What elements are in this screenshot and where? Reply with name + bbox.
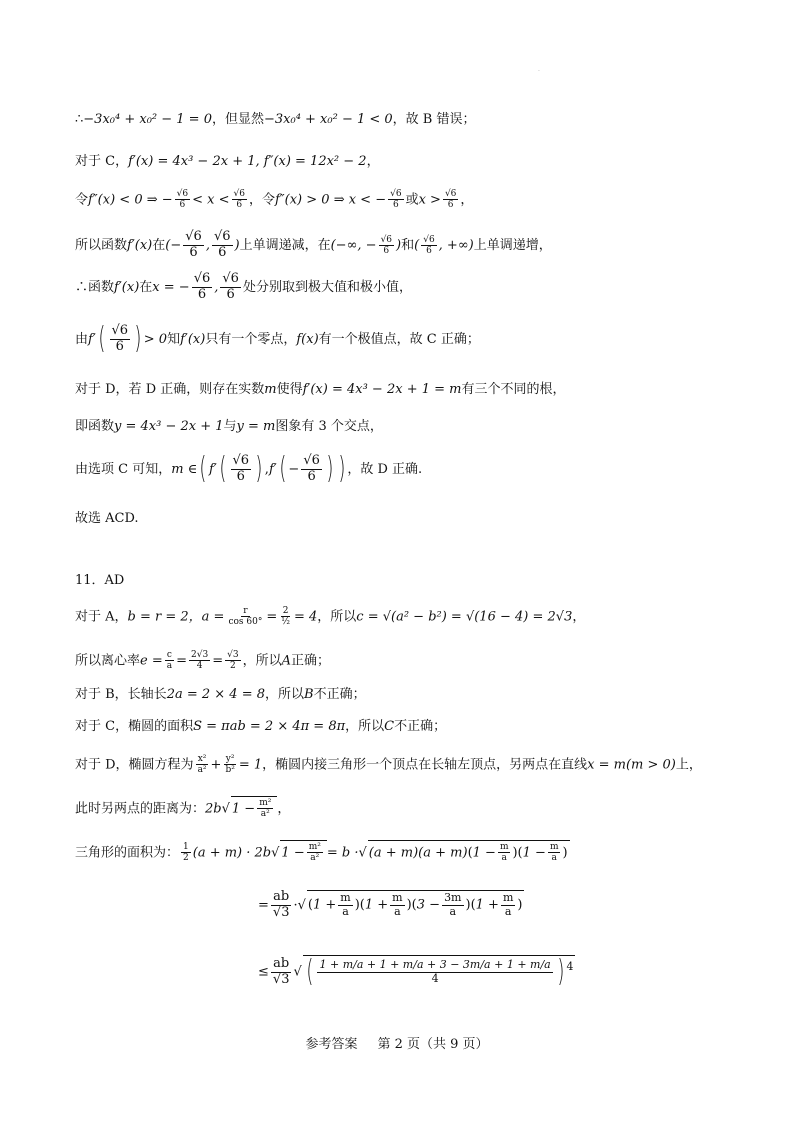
text: 由 (75, 331, 89, 347)
fraction: $\frac{√6}{6}$ (111, 323, 129, 354)
fraction: $\frac{m}{a}$ (392, 891, 403, 918)
text: 图象有 3 个交点， (275, 419, 383, 434)
equation: m (264, 382, 277, 397)
text: 有一个极值点，故 C 正确； (318, 331, 480, 347)
text: 对于 A， (75, 609, 128, 625)
equation: 2a = 2 × 4 = 8 (166, 687, 265, 702)
equation: < x < (192, 192, 230, 208)
line-4: 所以函数f′(x)在(− $\frac{√6}{6}$ , $\frac{√6}{6}$ )上单调递减，在(−∞, − $\frac{√6}{6}$ )和( $\frac{√6}{6}$ , +∞)上单调递增， (75, 229, 552, 260)
line-11 (75, 574, 124, 587)
text: 正确； (290, 653, 330, 669)
equation: y = m (236, 419, 276, 434)
fraction: $\frac{√6}{6}$ (380, 234, 393, 256)
text: 所以函数 (75, 237, 128, 253)
text: ，令 (248, 192, 275, 208)
text: 对于 D，椭圆方程为 (75, 757, 194, 773)
text: ，椭圆内接三角形一个顶点在长轴左顶点，另两点在直线 (262, 757, 588, 773)
footer-label: 参考答案 (305, 1037, 358, 1052)
equation: f″(x) < 0 ⇒ − (88, 192, 173, 208)
text: 所以离心率 (75, 653, 141, 669)
equation: f′(x) (114, 279, 140, 295)
equation: f′ (88, 331, 96, 347)
fraction: $\frac{3m}{a}$ (444, 891, 462, 918)
text: ，所以 (242, 653, 282, 669)
fraction: $\frac{√6}{6}$ (176, 189, 189, 211)
text: ，所以 (265, 687, 305, 702)
text: 和 (401, 237, 415, 253)
line-8 (75, 420, 383, 433)
line-13: 所以离心率e = $\frac{c}{a}$ = $\frac{2√3}{4}$ = $\frac{√3}{2}$ ，所以A正确； (75, 650, 330, 672)
equation: f′(x) (127, 237, 153, 253)
fraction: $\frac{m}{a}$ (340, 891, 351, 918)
text: 使得 (276, 382, 303, 397)
equation: f(x) (296, 331, 319, 347)
text: 在 (139, 279, 153, 295)
fraction: $\frac{√6}{6}$ (232, 453, 250, 484)
equation: > 0 (143, 331, 168, 347)
fraction: $\frac{1}{2}$ (183, 842, 189, 864)
line-20: ≤ $\frac{ab}{√3}$ √ ( $\frac{1 + m/a + 1 + m/a + 3 - 3m/a + 1 + m/a}{4}$ ) $^4$ (258, 954, 574, 989)
text: ，故 D 正确. (347, 461, 423, 477)
text: 故选 ACD. (75, 511, 139, 526)
equation: −3x₀⁴ + x₀² − 1 = 0 (83, 112, 212, 127)
text: 对于 B，长轴长 (75, 687, 167, 702)
line-7 (75, 383, 566, 396)
text: 与 (223, 419, 237, 434)
fraction: $\frac{\text{m²}}{\text{a²}}$ (259, 798, 272, 820)
equation: x > (418, 192, 441, 208)
text: ，所以 (317, 609, 357, 625)
fraction: $\frac{√6}{6}$ (213, 229, 231, 260)
page-marker: . (538, 66, 540, 73)
equation: c = √(a² − b²) = √(16 − 4) = 2√3 (356, 609, 573, 625)
line-14: 对于 B，长轴长2a = 2 × 4 = 8，所以B不正确； (75, 687, 366, 702)
fraction: $\frac{ab}{√3}$ (272, 889, 290, 920)
text: 令 (75, 192, 89, 208)
fraction: $\frac{√3}{2}$ (227, 650, 239, 672)
fraction: $\frac{√6}{6}$ (303, 453, 320, 484)
text: 在 (152, 237, 166, 253)
fraction: $\frac{2}{\text{½}}$ (281, 606, 290, 628)
equation: y = 4x³ − 2x + 1 (114, 419, 224, 434)
equation: f′(x) (180, 331, 206, 347)
page-number: 第 2 页（共 9 页） (377, 1037, 489, 1052)
line-1 (75, 113, 476, 126)
line-12: 对于 A，b = r = 2，a = $\frac{r}{\cos 60^\circ}$ = $\frac{2}{\text{½}}$ = 4，所以c = √(a² − b²) = √(16 − 4) = 2√3， (75, 606, 586, 628)
equation: f′(x) = 4x³ − 2x + 1, f″(x) = 12x² − 2 (128, 154, 367, 169)
text: ，但显然 (211, 112, 264, 127)
line-6: 由f′( $\frac{√6}{6}$ ) > 0知f′(x)只有一个零点，f(x)有一个极值点，故 C 正确； (75, 321, 480, 357)
text: 不正确； (313, 687, 366, 702)
text: 上单调递减，在 (239, 237, 331, 253)
text: ， (277, 801, 291, 817)
fraction: $\frac{√6}{6}$ (193, 271, 211, 302)
fraction: $\frac{√6}{6}$ (423, 234, 435, 256)
text: 上， (675, 757, 702, 773)
equation: m ∈ (171, 461, 198, 477)
fraction: $\frac{ab}{√3}$ (272, 955, 290, 987)
line-10 (75, 512, 139, 525)
line-5: ∴函数f′(x)在x = − $\frac{√6}{6}$ , $\frac{√6}{6}$ 处分别取到极大值和极小值， (75, 271, 412, 302)
equation: x = − (152, 279, 190, 295)
text: 即函数 (75, 419, 115, 434)
line-9: 由选项 C 可知，m ∈( f′( $\frac{√6}{6}$ ) ,f′( − $\frac{√6}{6}$ ) ) ，故 D 正确. (75, 451, 423, 487)
text: ，所以 (345, 719, 385, 734)
line-16: 对于 D，椭圆方程为 $\frac{\text{x²}}{\text{a²}}$ + $\frac{\text{y²}}{\text{b²}}$ = 1，椭圆内接三角形一个顶点在长轴左顶点，另两点在直线x = m(m > 0)上， (75, 754, 702, 776)
text: 有三个不同的根， (461, 382, 566, 397)
text: ， (366, 154, 380, 169)
answer-heading: 11．AD (75, 573, 125, 588)
equation: −3x₀⁴ + x₀² − 1 < 0 (263, 112, 393, 127)
equation: a = (201, 609, 225, 625)
line-18: 三角形的面积为： $\frac{1}{2}$ (a + m) · 2b√ 1 − $\frac{\text{m²}}{\text{a²}}$ = b ·√ (a + m)(a + m)(1 − $\frac{m}{a}$ )(1 − $\frac{m}{a}$ ) (75, 842, 568, 864)
fraction: $\frac{√6}{6}$ (390, 189, 402, 211)
fraction: $\frac{m}{a}$ (549, 842, 559, 864)
text: 只有一个零点， (205, 331, 297, 347)
therefore-symbol: ∴ (75, 279, 89, 295)
fraction: $\frac{√6}{6}$ (444, 189, 457, 211)
text: ， (572, 609, 586, 625)
fraction: $\frac{\text{x²}}{\text{a²}}$ (197, 754, 207, 776)
line-17: 此时另两点的距离为：2b√ 1 − $\frac{\text{m²}}{\text{a²}}$ ， (75, 798, 291, 820)
line-3 (75, 189, 473, 211)
line-2 (75, 155, 380, 168)
equation: x = m(m > 0) (587, 757, 676, 773)
fraction: $\frac{\text{m²}}{\text{a²}}$ (308, 842, 321, 864)
fraction: $\frac{√6}{6}$ (185, 229, 202, 260)
text: 对于 D，若 D 正确，则存在实数 (75, 382, 265, 397)
line-19: = $\frac{ab}{√3}$ ·√ (1 + $\frac{m}{a}$ )(1 + $\frac{m}{a}$ )(3 − $\frac{3m}{a}$ )(1 + $\frac{m}{a}$ ) (258, 889, 523, 920)
text: 不正确； (394, 719, 447, 734)
text: ，故 B 错误； (392, 112, 476, 127)
text: 知 (167, 331, 181, 347)
fraction: $\frac{√6}{6}$ (233, 189, 245, 211)
fraction: $\frac{2√3}{4}$ (191, 650, 209, 672)
text: 对于 C，椭圆的面积 (75, 719, 194, 734)
fraction: $\frac{m}{a}$ (499, 842, 509, 864)
text: 此时另两点的距离为： (75, 801, 206, 817)
text: 三角形的面积为： (75, 845, 180, 861)
page-footer (0, 1033, 794, 1052)
fraction: $\frac{√6}{6}$ (222, 271, 239, 302)
equation: f″(x) > 0 ⇒ x < − (274, 192, 387, 208)
fraction: $\frac{m}{a}$ (502, 891, 514, 918)
text: 或 (405, 192, 419, 208)
fraction: $\frac{\text{y²}}{\text{b²}}$ (225, 754, 235, 776)
text: 函数 (88, 279, 115, 295)
text: 由选项 C 可知， (75, 461, 172, 477)
fraction: $\frac{1 + m/a + 1 + m/a + 3 - 3m/a + 1 + m/a}{4}$ (319, 957, 551, 985)
text: 对于 C， (75, 154, 129, 169)
fraction: $\frac{c}{a}$ (166, 650, 173, 672)
equation: b = r = 2， (127, 609, 202, 625)
text: 处分别取到极大值和极小值， (242, 279, 412, 295)
fraction: $\frac{r}{\cos 60^\circ}$ (228, 606, 263, 628)
line-15: 对于 C，椭圆的面积S = πab = 2 × 4π = 8π，所以C不正确； (75, 719, 447, 734)
text: ， (460, 192, 474, 208)
therefore-symbol: ∴ (75, 112, 84, 127)
text: 上单调递增， (473, 237, 552, 253)
equation: S = πab = 2 × 4π = 8π (193, 719, 346, 734)
equation: f′(x) = 4x³ − 2x + 1 = m (302, 382, 462, 397)
